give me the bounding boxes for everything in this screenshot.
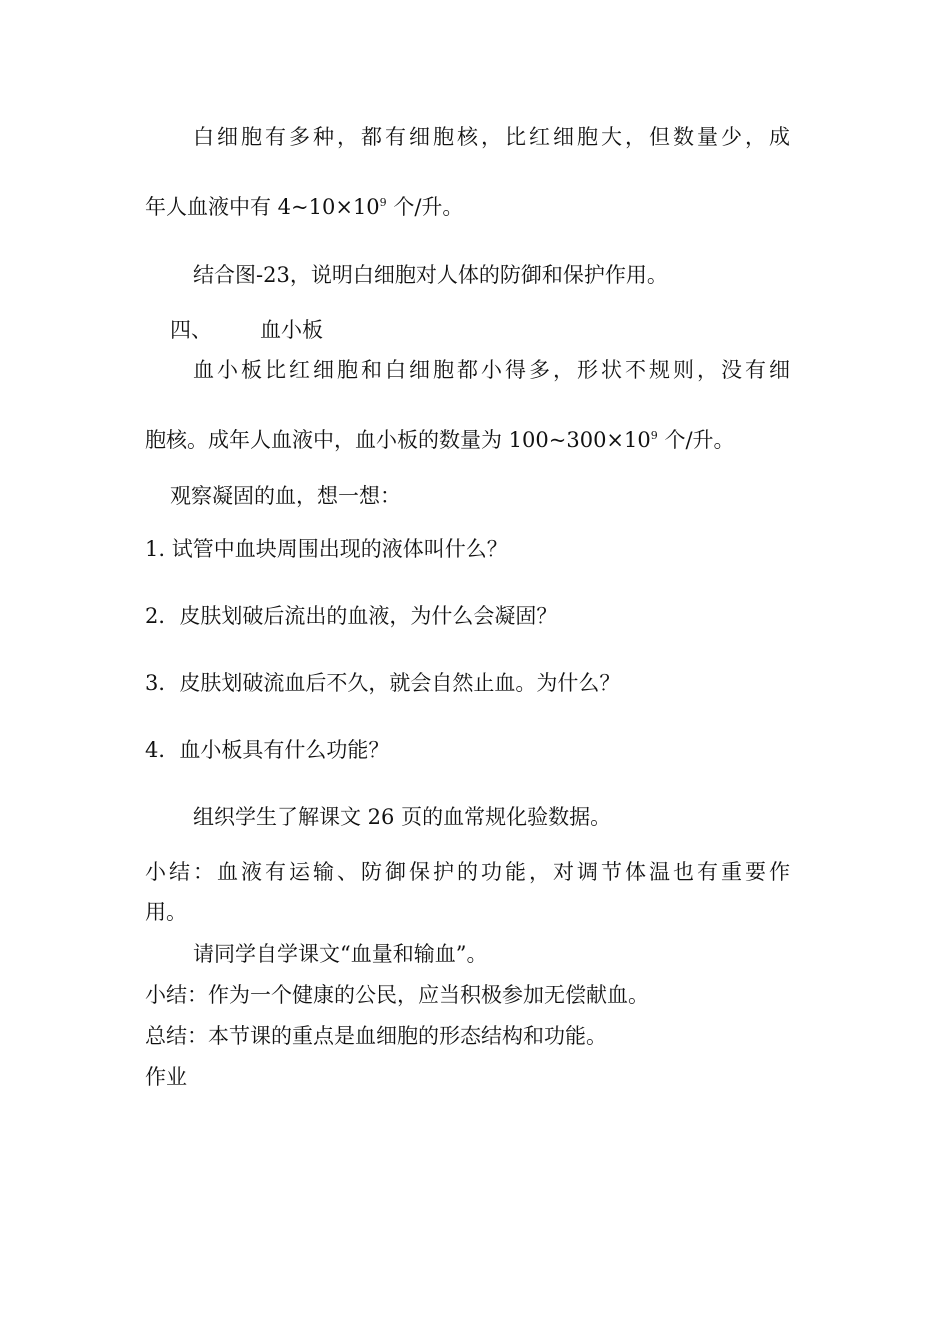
wbc-exponent: 9 xyxy=(379,196,387,209)
summary-1-line1: 小结：血液有运输、防御保护的功能，对调节体温也有重要作 xyxy=(145,860,790,884)
homework-label: 作业 xyxy=(145,1065,187,1089)
heading-number: 四、 xyxy=(170,318,212,342)
question-3: 3．皮肤划破流血后不久，就会自然止血。为什么？ xyxy=(145,671,621,695)
paragraph-wbc-figure: 结合图-23，说明白细胞对人体的防御和保护作用。 xyxy=(193,263,668,287)
heading-title: 血小板 xyxy=(260,318,323,342)
question-2: 2．皮肤划破后流出的血液，为什么会凝固？ xyxy=(145,604,558,628)
paragraph-observe: 观察凝固的血，想一想： xyxy=(170,484,401,508)
section-heading-platelets xyxy=(170,316,323,344)
conclusion: 总结：本节课的重点是血细胞的形态结构和功能。 xyxy=(145,1024,607,1048)
wbc-count-text: 年人血液中有 4~10×10 xyxy=(145,195,380,219)
question-4: 4．血小板具有什么功能？ xyxy=(145,738,390,762)
wbc-unit-text: 个/升。 xyxy=(386,195,464,219)
platelet-count-text: 胞核。成年人血液中，血小板的数量为 100~300×10 xyxy=(145,428,651,452)
paragraph-platelets-line1: 血小板比红细胞和白细胞都小得多，形状不规则，没有细 xyxy=(193,358,790,382)
paragraph-lab-data: 组织学生了解课文 26 页的血常规化验数据。 xyxy=(193,805,612,829)
paragraph-platelets-line2 xyxy=(145,426,735,454)
summary-1-line2: 用。 xyxy=(145,900,187,924)
paragraph-wbc-line1: 白细胞有多种，都有细胞核，比红细胞大，但数量少，成 xyxy=(193,125,790,149)
platelet-unit-text: 个/升。 xyxy=(657,428,735,452)
summary-2: 小结：作为一个健康的公民，应当积极参加无偿献血。 xyxy=(145,983,649,1007)
paragraph-self-study: 请同学自学课文“血量和输血”。 xyxy=(193,942,488,966)
platelet-exponent: 9 xyxy=(650,429,658,442)
question-1: 1. 试管中血块周围出现的液体叫什么？ xyxy=(145,537,508,561)
paragraph-wbc-line2 xyxy=(145,193,463,221)
